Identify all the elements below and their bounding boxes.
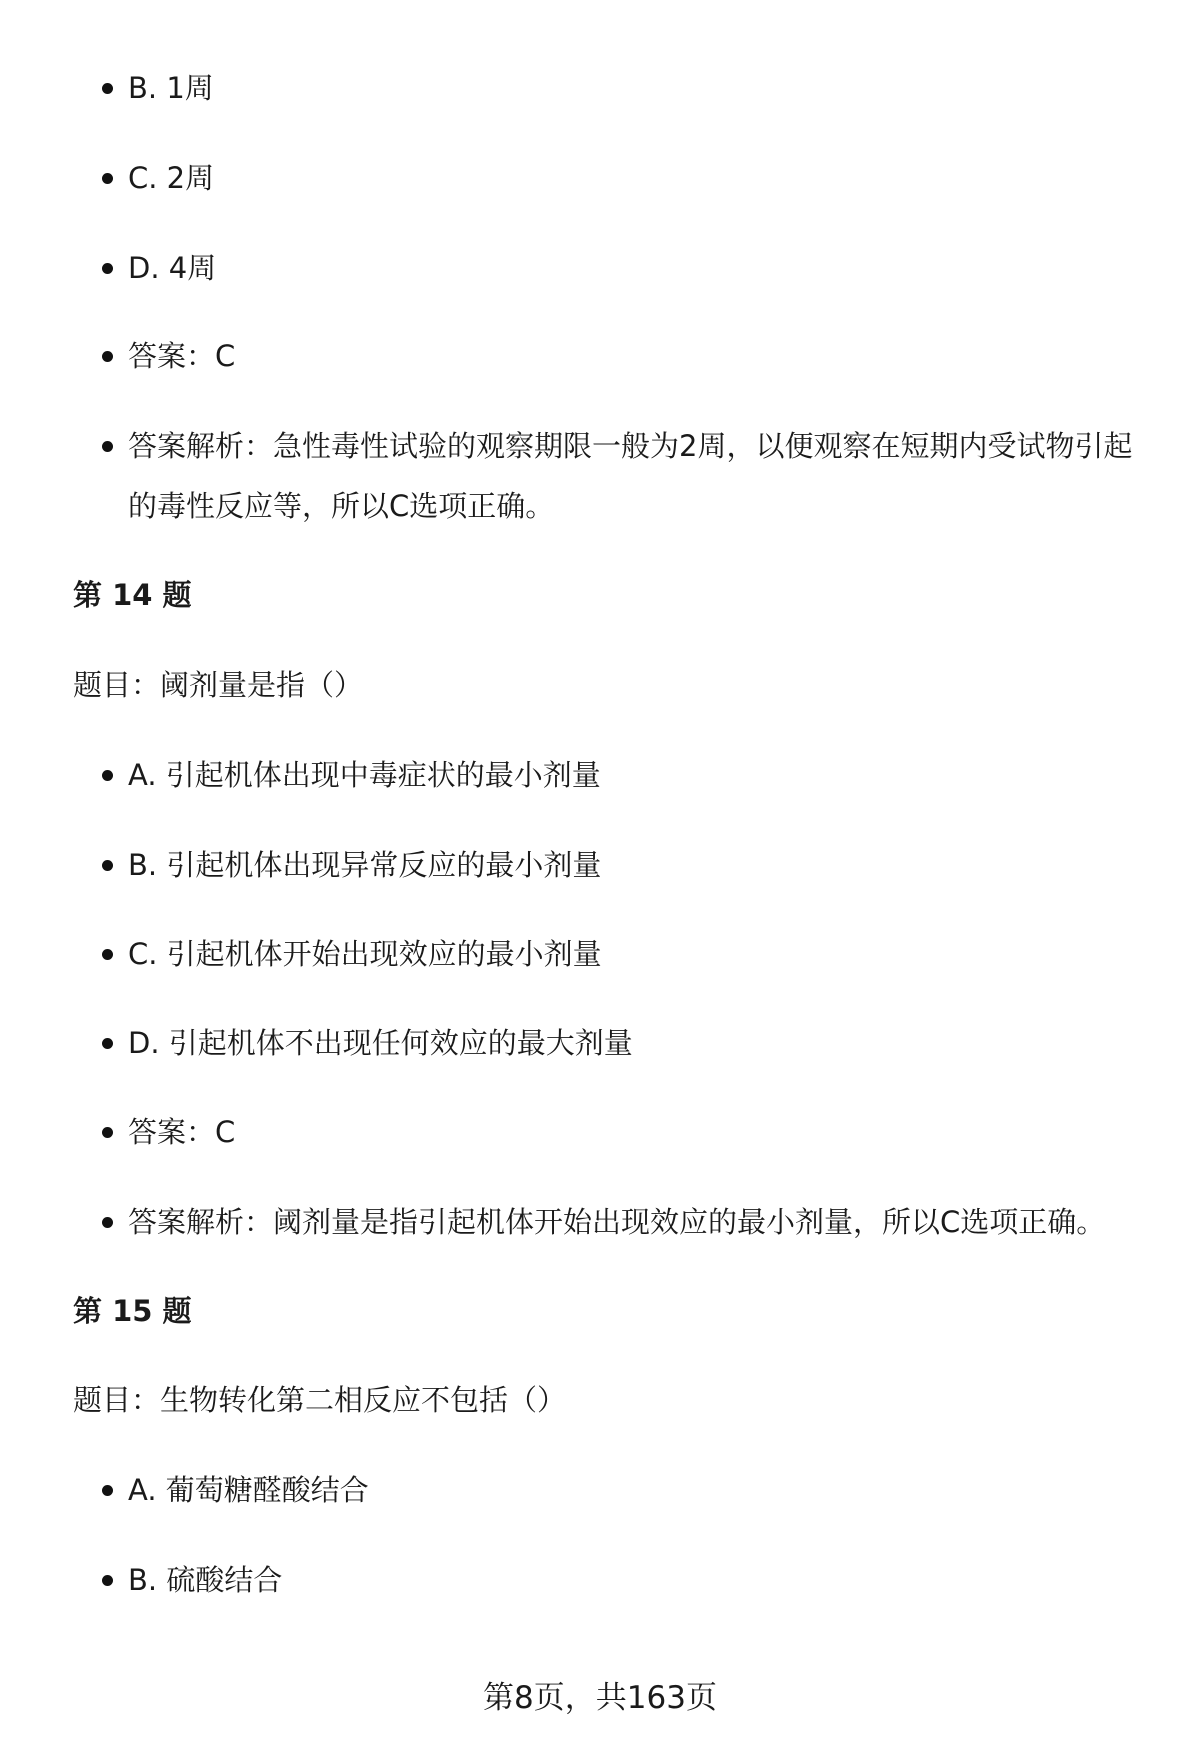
option-d: D. 4周 <box>128 238 1138 298</box>
answer-explanation: 答案解析：急性毒性试验的观察期限一般为2周，以便观察在短期内受试物引起的毒性反应等，所以C选项正确。 <box>128 416 1138 536</box>
option-d: D. 引起机体不出现任何效应的最大剂量 <box>128 1013 1138 1073</box>
question-14-stem: 题目：阈剂量是指（） <box>73 668 364 702</box>
question-15-heading: 第 15 题 <box>73 1294 192 1328</box>
option-c: C. 2周 <box>128 148 1138 208</box>
answer-explanation: 答案解析：阈剂量是指引起机体开始出现效应的最小剂量，所以C选项正确。 <box>128 1192 1138 1252</box>
answer: 答案：C <box>128 326 1138 386</box>
option-b: B. 1周 <box>128 58 1138 118</box>
page-number-footer: 第8页，共163页 <box>483 1680 717 1716</box>
question-14-heading: 第 14 题 <box>73 578 192 612</box>
option-b: B. 硫酸结合 <box>128 1550 1138 1610</box>
question-15-stem: 题目：生物转化第二相反应不包括（） <box>73 1383 567 1417</box>
option-a: A. 引起机体出现中毒症状的最小剂量 <box>128 745 1138 805</box>
option-c: C. 引起机体开始出现效应的最小剂量 <box>128 924 1138 984</box>
answer: 答案：C <box>128 1102 1138 1162</box>
option-b: B. 引起机体出现异常反应的最小剂量 <box>128 835 1138 895</box>
option-a: A. 葡萄糖醛酸结合 <box>128 1460 1138 1520</box>
